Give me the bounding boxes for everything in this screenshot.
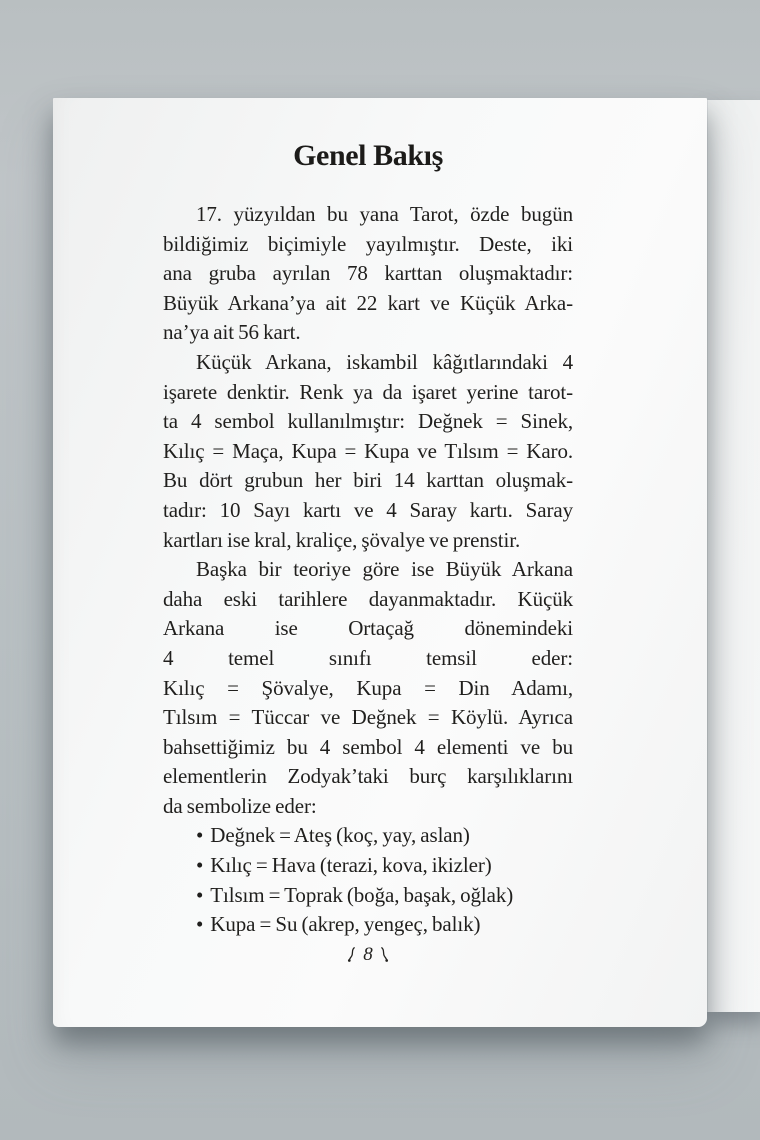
text-line: da sembolize eder: (163, 793, 317, 818)
bullet-dot: • (196, 882, 204, 907)
bullet-dot: • (196, 912, 204, 937)
text-line: tadır: 10 Sayı kartı ve 4 Saray kartı. Saray (163, 497, 573, 522)
paragraph-1 (163, 200, 573, 348)
book-page (53, 98, 707, 1027)
list-item (163, 821, 573, 851)
text-block (163, 138, 573, 970)
body-text (163, 200, 573, 970)
text-line: Tılsım = Tüccar ve Değnek = Köylü. Ayrıca (163, 705, 573, 730)
text-line: kartları ise kral, kraliçe, şövalye ve prenstir. (163, 527, 521, 552)
facing-page-edge (706, 100, 760, 1012)
text-line: 17. yüzyıldan bu yana Tarot, özde bugün (196, 202, 573, 226)
fleuron-icon (380, 942, 389, 972)
bullet-dot: • (196, 853, 204, 878)
text-line: ana gruba ayrılan 78 karttan oluşmaktadır: (163, 261, 573, 286)
text-line: Küçük Arkana, iskambil kâğıtlarındaki 4 (196, 349, 573, 374)
text-line: bildiğimiz biçimiyle yayılmıştır. Deste, iki (163, 231, 573, 256)
text-line: daha eski tarihlere dayanmaktadır. Küçük (163, 586, 573, 611)
bullet-list (163, 821, 573, 939)
text-line: Kılıç = Şövalye, Kupa = Din Adamı, (163, 675, 573, 700)
list-item-text: Kılıç = Hava (terazi, kova, ikizler) (210, 853, 492, 878)
list-item (163, 851, 573, 881)
text-line: Arkana ise Ortaçağ dönemindeki (163, 616, 573, 641)
page-title: Genel Bakış (293, 139, 443, 172)
page-number: 8 (363, 943, 373, 965)
paragraph-2 (163, 348, 573, 555)
text-line: Büyük Arkana’ya ait 22 kart ve Küçük Arka- (163, 290, 573, 315)
text-line: bahsettiğimiz bu 4 sembol 4 elementi ve bu (163, 734, 573, 759)
page-footer (163, 940, 573, 970)
text-line: na’ya ait 56 kart. (163, 320, 301, 345)
bullet-dot: • (196, 823, 204, 848)
text-line: Bu dört grubun her biri 14 karttan oluşmak- (163, 468, 573, 493)
paragraph-3 (163, 555, 573, 821)
list-item-text: Kupa = Su (akrep, yengeç, balık) (210, 912, 481, 937)
list-item-text: Tılsım = Toprak (boğa, başak, oğlak) (210, 882, 514, 907)
text-line: elementlerin Zodyak’taki burç karşılıklarını (163, 764, 573, 789)
text-line: işarete denktir. Renk ya da işaret yerine tarot- (163, 379, 573, 404)
fleuron-icon (347, 942, 356, 972)
list-item (163, 910, 573, 940)
list-item (163, 881, 573, 911)
list-item-text: Değnek = Ateş (koç, yay, aslan) (210, 823, 470, 848)
text-line: Kılıç = Maça, Kupa = Kupa ve Tılsım = Karo. (163, 438, 573, 463)
text-line: 4 temel sınıfı temsil eder: (163, 645, 573, 670)
text-line: ta 4 sembol kullanılmıştır: Değnek = Sinek, (163, 409, 573, 434)
text-line: Başka bir teoriye göre ise Büyük Arkana (196, 557, 573, 582)
